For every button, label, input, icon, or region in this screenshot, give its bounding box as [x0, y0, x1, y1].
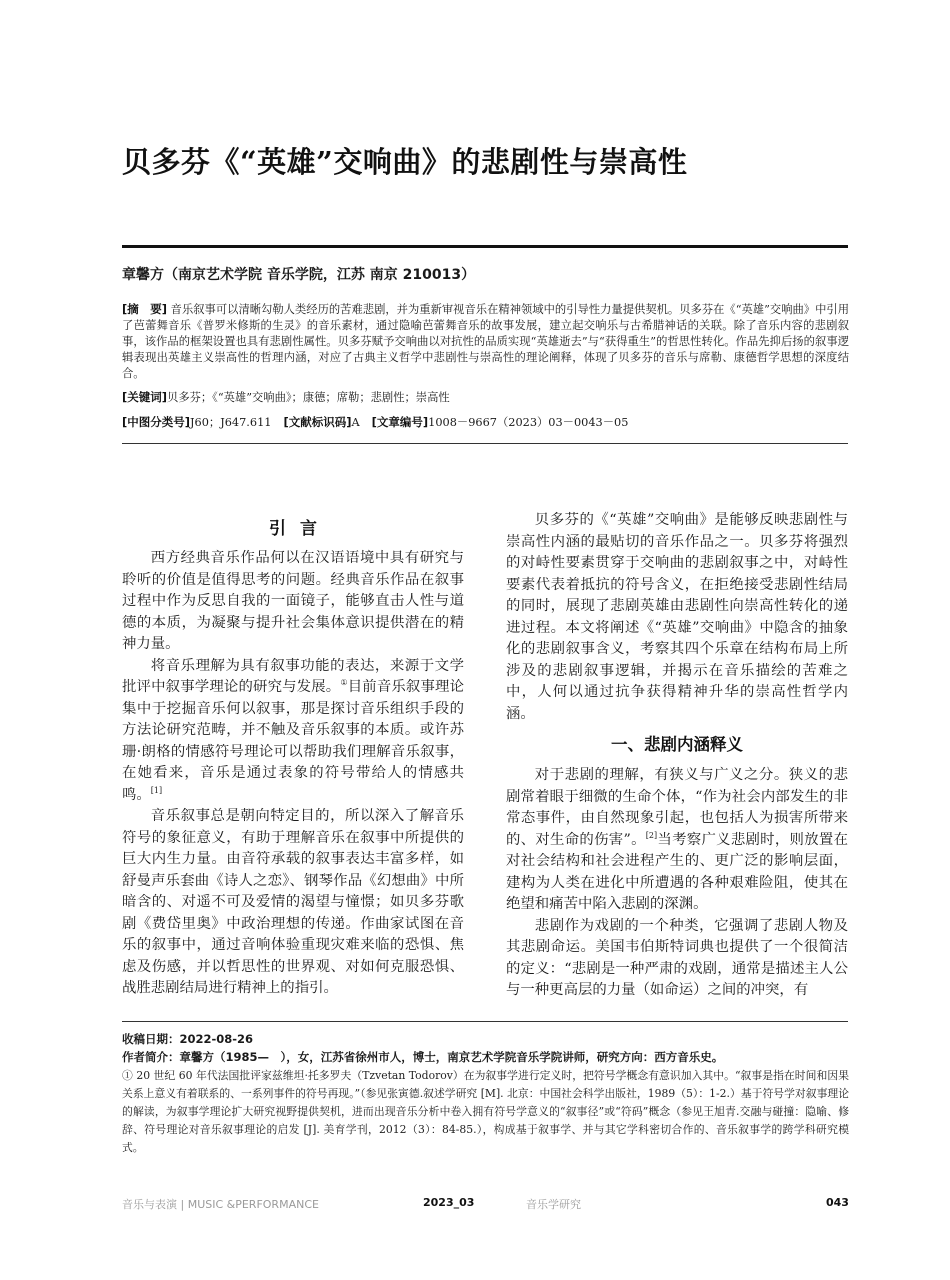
- header-divider: [122, 443, 848, 444]
- title-rule: [122, 245, 848, 248]
- received-date: 收稿日期：2022-08-26: [122, 1032, 254, 1046]
- article-id-label: [文章编号]: [371, 415, 429, 429]
- paragraph-text: 对于悲剧的理解，有狭义与广义之分。狭义的悲剧常着眼于细微的生命个体，“作为社会内部发生的非常态事件，由自然现象引起，也包括人为损害所带来的、对生命的伤害”。: [506, 767, 848, 848]
- paragraph: 贝多芬的《“英雄”交响曲》是能够反映悲剧性与崇高性内涵的最贴切的音乐作品之一。贝多芬将强烈的对峙性要素贯穿于交响曲的悲剧叙事之中，对峙性要素代表着抵抗的符号含义，在拒绝接受悲剧性结局的同时，展现了悲剧英雄由悲剧性向崇高性转化的递进过程。本文将阐述《“英雄”交响曲》中隐含的抽象化的悲剧叙事含义，考察其四个乐章在结构布局上所涉及的悲剧叙事逻辑，并揭示在音乐描绘的苦难之中，人何以通过抗争获得精神升华的崇高性哲学内涵。: [506, 512, 848, 722]
- article-title: 贝多芬《“英雄”交响曲》的悲剧性与崇高性: [122, 145, 688, 179]
- abstract-label: [摘 要]: [122, 302, 168, 316]
- keywords-label: [关键词]: [122, 390, 168, 404]
- keywords: [122, 389, 450, 405]
- section-name: 音乐学研究: [526, 1198, 581, 1211]
- section-heading: 一、悲剧内涵释义: [611, 735, 743, 754]
- doc-code-value: A: [351, 416, 360, 429]
- clc-label: [中图分类号]: [122, 415, 191, 429]
- article-id-value: 1008－9667（2023）03－0043－05: [428, 416, 629, 429]
- clc-value: J60；J647.611: [190, 416, 272, 429]
- paragraph-text: 目前音乐叙事理论集中于挖掘音乐何以叙事，那是探讨音乐组织手段的方法论研究范畴，并不触及音乐叙事的本质。或许苏珊·朗格的情感符号理论可以帮助我们理解音乐叙事，在她看来，音乐是通过表象的符号带给人的情感共鸣。: [122, 679, 464, 803]
- left-column: [122, 510, 464, 1000]
- page-number: 043: [826, 1196, 849, 1209]
- author-bio: 作者简介：章馨方（1985— ），女，江苏省徐州市人，博士，南京艺术学院音乐学院讲师，研究方向：西方音乐史。: [122, 1050, 724, 1064]
- paragraph: [506, 765, 848, 916]
- citation-marker[interactable]: [1]: [150, 785, 163, 795]
- paragraph: 悲剧作为戏剧的一个种类，它强调了悲剧人物及其悲剧命运。美国韦伯斯特词典也提供了一个很简洁的定义：“悲剧是一种严肃的戏剧，通常是描述主人公与一种更高层的力量（如命运）之间的冲突，有: [506, 917, 848, 998]
- doc-code-label: [文献标识码]: [283, 415, 352, 429]
- citation-marker[interactable]: [2]: [645, 830, 658, 840]
- classification-line: [122, 414, 628, 430]
- journal-name: 音乐与表演 | MUSIC &PERFORMANCE: [122, 1198, 319, 1211]
- paragraph: 音乐叙事总是朝向特定目的，所以深入了解音乐符号的象征意义，有助于理解音乐在叙事中所提供的巨大内生力量。由音符承载的叙事表达丰富多样，如舒曼声乐套曲《诗人之恋》、钢琴作品《幻想曲》中所暗含的、对遥不可及爱情的渴望与憧憬；如贝多芬歌剧《费岱里奥》中政治理想的传递。作曲家试图在音乐的叙事中，通过音响体验重现灾难来临的恐惧、焦虑及伤感，并以哲思性的世界观、对如何克服恐惧、战胜悲剧结局进行精神上的指引。: [122, 808, 464, 996]
- footnote-1: ① 20 世纪 60 年代法国批评家兹维坦·托多罗夫（Tzvetan Todorov）在为叙事学进行定义时，把符号学概念有意识加入其中。“叙事是指在时间和因果关系上意义有着联系的、一系列事件的符号再现。”（参见张寅德.叙述学研究 [M]. 北京：中国社会科学出版社，1989（5）：1-2.）基于符号学对叙事理论的解读，为叙事学理论扩大研究视野提供契机，进而出现音乐分析中卷入拥有符号学意义的“叙事径”或“符码”概念（参见王旭青.交融与碰撞：隐喻、修辞、符号理论对音乐叙事理论的启发 [J]. 美育学刊，2012（3）：84-85.），构成基于叙事学、并与其它学科密切合作的、音乐叙事学的跨学科研究模式。: [122, 1069, 849, 1154]
- abstract: [122, 301, 849, 382]
- right-column: [506, 510, 848, 1002]
- abstract-text: 音乐叙事可以清晰勾勒人类经历的苦难悲剧，并为重新审视音乐在精神领域中的引导性力量提供契机。贝多芬在《“英雄”交响曲》中引用了芭蕾舞音乐《普罗米修斯的生灵》的音乐素材，通过隐喻芭蕾舞音乐的故事发展，建立起交响乐与古希腊神话的关联。除了音乐内容的悲剧叙事，该作品的框架设置也具有悲剧性属性。贝多芬赋予交响曲以对抗性的品质实现“英雄逝去”与“获得重生”的哲思性转化。作品先抑后扬的叙事逻辑表现出英雄主义崇高性的哲理内涵，对应了古典主义哲学中悲剧性与崇高性的理论阐释，体现了贝多芬的音乐与席勒、康德哲学思想的深度结合。: [122, 303, 850, 380]
- footnote-divider: [122, 1021, 848, 1022]
- paragraph: 西方经典音乐作品何以在汉语语境中具有研究与聆听的价值是值得思考的问题。经典音乐作品在叙事过程中作为反思自我的一面镜子，能够直击人性与道德的本质，为凝聚与提升社会集体意识提供潜在的精神力量。: [122, 550, 464, 652]
- paragraph: [122, 656, 464, 807]
- intro-heading: 引言: [269, 519, 331, 539]
- footnote-marker[interactable]: ①: [340, 678, 348, 687]
- paragraph-text: 将音乐理解为具有叙事功能的表达，来源于文学批评中叙事学理论的研究与发展。: [122, 657, 464, 695]
- author-line: 章馨方（南京艺术学院 音乐学院，江苏 南京 210013）: [122, 267, 476, 283]
- issue-number: 2023_03: [423, 1196, 475, 1209]
- keywords-text: 贝多芬；《“英雄”交响曲》；康德；席勒；悲剧性；崇高性: [167, 391, 450, 404]
- paragraph-text: 当考察广义悲剧时，则放置在对社会结构和社会进程产生的、更广泛的影响层面，建构为人类在进化中所遭遇的各种艰难险阻，使其在绝望和痛苦中陷入悲剧的深渊。: [506, 831, 848, 912]
